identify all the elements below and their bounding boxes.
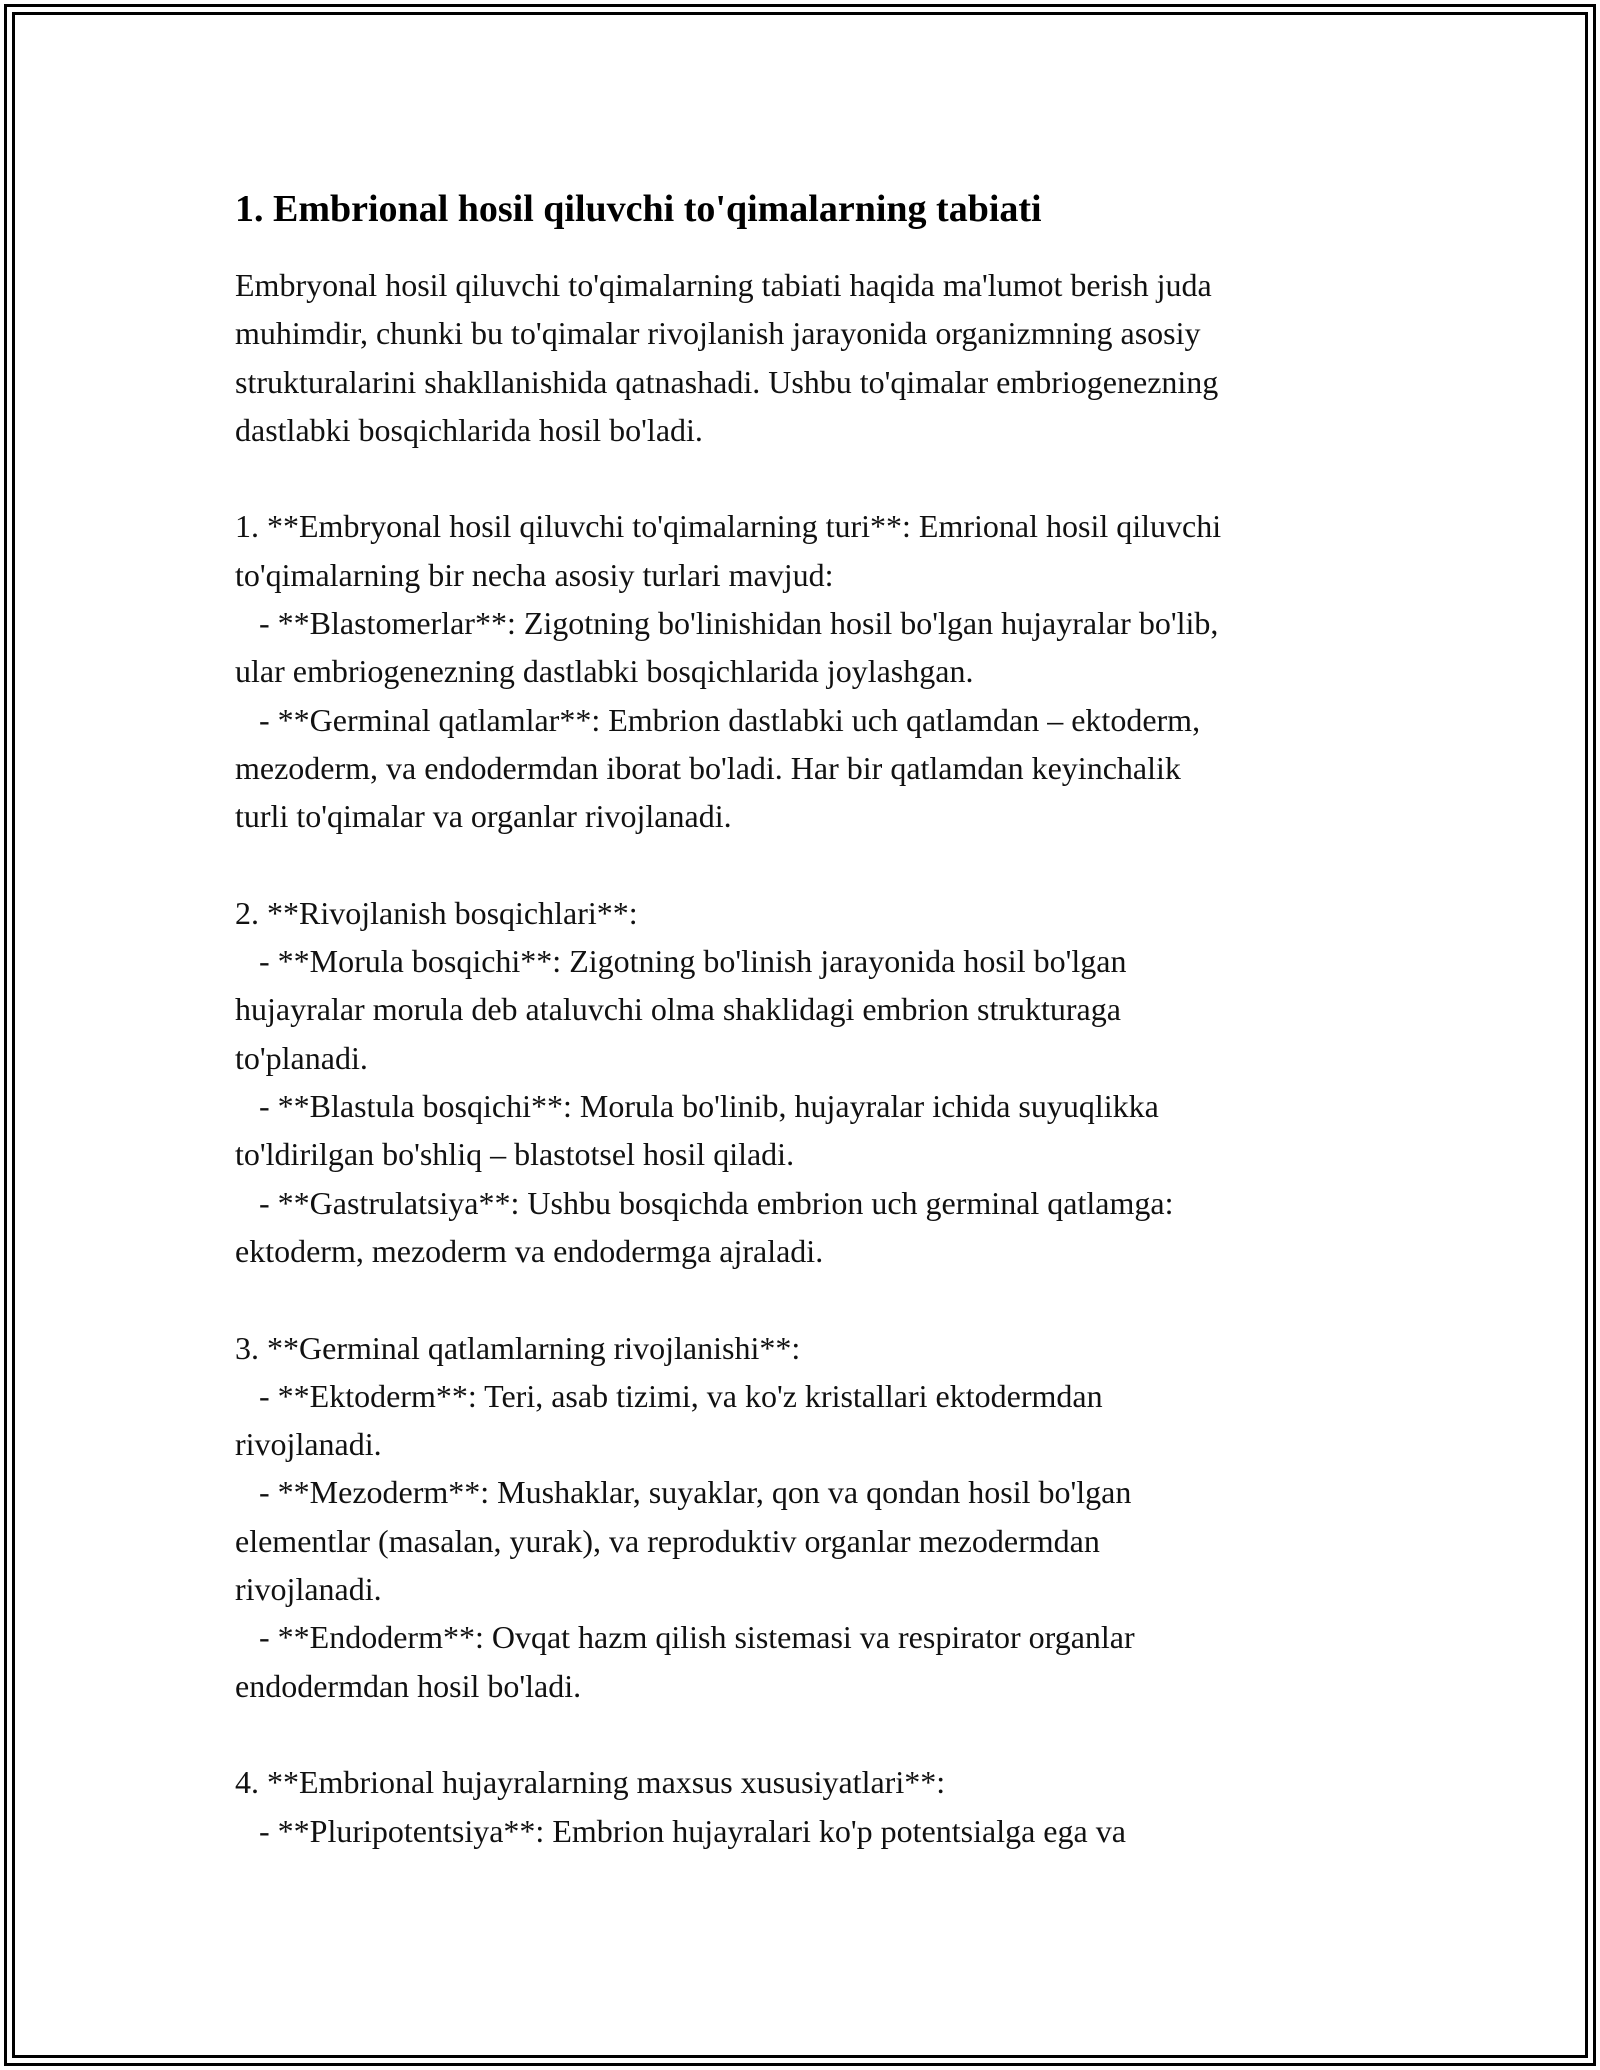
- document-content: [235, 185, 1375, 1855]
- document-body: Embryonal hosil qiluvchi to'qimalarning tabiati haqida ma'lumot berish juda muhimdir, chunki bu to'qimalar rivojlanish jarayonida organizmning asosiy strukturalarini shakllanishida qatnashadi. Ushbu to'qimalar embriogenezning dastlabki bosqichlarida hosil bo'ladi. 1. **Embryonal hosil qiluvchi to'qimalarning turi**: Emrional hosil qiluvchi to'qimalarning bir necha asosiy turlari mavjud: - **Blastomerlar**: Zigotning bo'linishidan hosil bo'lgan hujayralar bo'lib, ular embriogenezning dastlabki bosqichlarida joylashgan. - **Germinal qatlamlar**: Embrion dastlabki uch qatlamdan – ektoderm, mezoderm, va endodermdan iborat bo'ladi. Har bir qatlamdan keyinchalik turli to'qimalar va organlar rivojlanadi. 2. **Rivojlanish bosqichlari**: - **Morula bosqichi**: Zigotning bo'linish jarayonida hosil bo'lgan hujayralar morula deb ataluvchi olma shaklidagi embrion strukturaga to'planadi. - **Blastula bosqichi**: Morula bo'linib, hujayralar ichida suyuqlikka to'ldirilgan bo'shliq – blastotsel hosil qiladi. - **Gastrulatsiya**: Ushbu bosqichda embrion uch germinal qatlamga: ektoderm, mezoderm va endodermga ajraladi. 3. **Germinal qatlamlarning rivojlanishi**: - **Ektoderm**: Teri, asab tizimi, va ko'z kristallari ektodermdan rivojlanadi. - **Mezoderm**: Mushaklar, suyaklar, qon va qondan hosil bo'lgan elementlar (masalan, yurak), va reproduktiv organlar mezodermdan rivojlanadi. - **Endoderm**: Ovqat hazm qilish sistemasi va respirator organlar endodermdan hosil bo'ladi. 4. **Embrional hujayralarning maxsus xususiyatlari**: - **Pluripotentsiya**: Embrion hujayralari ko'p potentsialga ega va: [235, 267, 1222, 1849]
- document-heading: 1. Embrional hosil qiluvchi to'qimalarning tabiati: [235, 188, 1042, 230]
